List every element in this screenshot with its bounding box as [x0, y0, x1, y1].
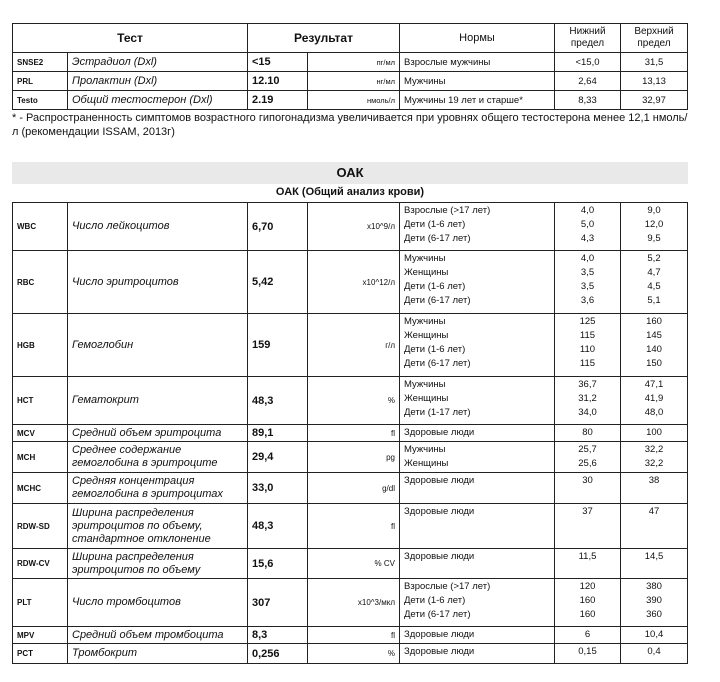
cell-high: 13,13 [621, 72, 688, 91]
cell-highs [621, 644, 688, 664]
norm-line: Мужчины [404, 379, 446, 390]
norm-line: Дети (1-6 лет) [404, 595, 466, 606]
cell-unit: fl [308, 627, 400, 644]
oak-table [12, 202, 688, 664]
cell-norms [400, 644, 555, 664]
cell-lows [555, 549, 621, 579]
high-value: 160 [646, 316, 662, 327]
oak-band: ОАК [12, 162, 688, 184]
cell-unit: пг/мл [308, 53, 400, 72]
cell-unit: g/dl [308, 473, 400, 504]
norm-line: Дети (6-17 лет) [404, 358, 471, 369]
high-value: 360 [646, 609, 662, 620]
table-row [13, 425, 688, 442]
high-value: 9,5 [647, 233, 661, 244]
cell-highs [621, 442, 688, 473]
high-value: 380 [646, 581, 662, 592]
low-value: 3,5 [580, 267, 595, 278]
high-value: 10,4 [644, 629, 664, 640]
cell-value: <15 [248, 53, 308, 72]
high-value: 12,0 [644, 219, 664, 230]
low-value: 3,6 [580, 295, 595, 306]
cell-unit: x10^9/л [308, 203, 400, 251]
norm-line: Здоровые люди [404, 427, 475, 438]
norm-line: Здоровые люди [404, 506, 475, 517]
cell-name: Ширина распределения эритроцитов по объему, стандартное отклонение [68, 504, 248, 549]
cell-unit: нг/мл [308, 72, 400, 91]
hormones-header-row [13, 24, 688, 53]
cell-value: 307 [248, 579, 308, 627]
cell-lows [555, 579, 621, 627]
low-value: 80 [582, 427, 593, 438]
low-value: 160 [579, 595, 596, 606]
cell-norms [400, 377, 555, 425]
cell-code: Testo [13, 91, 68, 110]
norm-line: Взрослые (>17 лет) [404, 205, 491, 216]
table-row [13, 91, 688, 110]
cell-norms [400, 203, 555, 251]
cell-name: Тромбокрит [68, 644, 248, 664]
cell-norms [400, 627, 555, 644]
low-value: 3,5 [580, 281, 595, 292]
norm-line: Здоровые люди [404, 646, 475, 657]
table-row [13, 579, 688, 627]
cell-name: Средняя концентрация гемоглобина в эритроцитах [68, 473, 248, 504]
low-value: 4,0 [580, 205, 595, 216]
cell-value: 12.10 [248, 72, 308, 91]
high-value: 4,7 [647, 267, 661, 278]
cell-code: PLT [13, 579, 68, 627]
cell-norms [400, 442, 555, 473]
cell-highs [621, 314, 688, 377]
cell-unit: % [308, 644, 400, 664]
cell-name: Пролактин (Dxl) [68, 72, 248, 91]
cell-value: 8,3 [248, 627, 308, 644]
table-row [13, 644, 688, 664]
cell-highs [621, 504, 688, 549]
cell-code: RDW-CV [13, 549, 68, 579]
table-row [13, 377, 688, 425]
high-value: 41,9 [644, 393, 664, 404]
high-value: 32,2 [644, 458, 664, 469]
high-value: 0,4 [647, 646, 661, 657]
norm-line: Дети (1-6 лет) [404, 281, 466, 292]
low-value: 37 [582, 506, 593, 517]
table-row [13, 53, 688, 72]
cell-value: 2.19 [248, 91, 308, 110]
norm-line: Дети (6-17 лет) [404, 295, 471, 306]
cell-value: 48,3 [248, 377, 308, 425]
low-value: 30 [582, 475, 593, 486]
high-value: 38 [648, 475, 660, 486]
cell-name: Число тромбоцитов [68, 579, 248, 627]
low-value: 4,0 [580, 253, 595, 264]
cell-norms [400, 473, 555, 504]
cell-unit: fl [308, 425, 400, 442]
cell-norms [400, 251, 555, 314]
high-value: 5,2 [647, 253, 661, 264]
low-value: 25,6 [578, 458, 597, 469]
cell-code: MCHC [13, 473, 68, 504]
cell-norms [400, 314, 555, 377]
norm-line: Здоровые люди [404, 629, 475, 640]
cell-lows [555, 442, 621, 473]
low-value: 115 [579, 358, 596, 369]
cell-highs [621, 579, 688, 627]
high-value: 100 [646, 427, 662, 438]
cell-code: HGB [13, 314, 68, 377]
cell-name: Средний объем эритроцита [68, 425, 248, 442]
cell-norms [400, 579, 555, 627]
header-result: Результат [248, 24, 400, 53]
cell-name: Ширина распределения эритроцитов по объему [68, 549, 248, 579]
header-low: Нижний предел [555, 24, 621, 53]
cell-highs [621, 549, 688, 579]
table-row [13, 442, 688, 473]
cell-code: MCH [13, 442, 68, 473]
cell-lows [555, 251, 621, 314]
cell-name: Эстрадиол (Dxl) [68, 53, 248, 72]
norm-line: Мужчины [404, 316, 446, 327]
table-row [13, 314, 688, 377]
cell-highs [621, 203, 688, 251]
footnote: * - Распространенность симптомов возрастного гипогонадизма увеличивается при уровнях общего тестостерона менее 12,1 нмоль/л (рекомендации ISSAM, 2013г) [12, 112, 688, 138]
cell-name: Гемоглобин [68, 314, 248, 377]
cell-code: PCT [13, 644, 68, 664]
cell-value: 15,6 [248, 549, 308, 579]
high-value: 9,0 [647, 205, 661, 216]
norm-line: Женщины [404, 458, 449, 469]
high-value: 47 [648, 506, 660, 517]
cell-unit: x10^3/мкл [308, 579, 400, 627]
high-value: 47,1 [644, 379, 664, 390]
hormones-table [12, 23, 688, 110]
cell-unit: г/л [308, 314, 400, 377]
cell-name: Гематокрит [68, 377, 248, 425]
cell-highs [621, 377, 688, 425]
cell-code: WBC [13, 203, 68, 251]
norm-line: Взрослые (>17 лет) [404, 581, 491, 592]
cell-name: Среднее содержание гемоглобина в эритроците [68, 442, 248, 473]
low-value: 34,0 [578, 407, 597, 418]
low-value: 31,2 [578, 393, 597, 404]
cell-lows [555, 473, 621, 504]
low-value: 0,15 [578, 646, 597, 657]
low-value: 11,5 [578, 551, 597, 562]
cell-norms [400, 549, 555, 579]
cell-code: SNSE2 [13, 53, 68, 72]
low-value: 6 [584, 629, 591, 640]
cell-value: 29,4 [248, 442, 308, 473]
cell-highs [621, 473, 688, 504]
norm-line: Здоровые люди [404, 551, 475, 562]
high-value: 145 [646, 330, 662, 341]
high-value: 32,2 [644, 444, 664, 455]
cell-lows [555, 504, 621, 549]
norm-line: Дети (1-6 лет) [404, 219, 466, 230]
cell-highs [621, 251, 688, 314]
norm-line: Женщины [404, 267, 449, 278]
low-value: 25,7 [578, 444, 597, 455]
cell-code: RBC [13, 251, 68, 314]
low-value: 125 [579, 316, 596, 327]
cell-norm: Мужчины [400, 72, 555, 91]
cell-value: 5,42 [248, 251, 308, 314]
low-value: 110 [579, 344, 596, 355]
table-row [13, 504, 688, 549]
norm-line: Женщины [404, 330, 449, 341]
cell-code: MPV [13, 627, 68, 644]
high-value: 150 [646, 358, 662, 369]
cell-lows [555, 314, 621, 377]
cell-low: <15,0 [555, 53, 621, 72]
cell-unit: нмоль/л [308, 91, 400, 110]
low-value: 5,0 [580, 219, 595, 230]
cell-lows [555, 425, 621, 442]
cell-name: Число лейкоцитов [68, 203, 248, 251]
cell-value: 48,3 [248, 504, 308, 549]
cell-norms [400, 504, 555, 549]
norm-line: Здоровые люди [404, 475, 475, 486]
oak-title: ОАК (Общий анализ крови) [275, 186, 425, 198]
high-value: 4,5 [647, 281, 661, 292]
cell-highs [621, 425, 688, 442]
cell-lows [555, 377, 621, 425]
low-value: 4,3 [580, 233, 595, 244]
high-value: 5,1 [647, 295, 661, 306]
table-row [13, 473, 688, 504]
cell-norm: Взрослые мужчины [400, 53, 555, 72]
norm-line: Дети (6-17 лет) [404, 233, 471, 244]
cell-value: 89,1 [248, 425, 308, 442]
norm-line: Дети (1-17 лет) [404, 407, 471, 418]
cell-norms [400, 425, 555, 442]
header-test: Тест [13, 24, 248, 53]
cell-high: 32,97 [621, 91, 688, 110]
cell-lows [555, 203, 621, 251]
table-row [13, 203, 688, 251]
cell-high: 31,5 [621, 53, 688, 72]
cell-highs [621, 627, 688, 644]
cell-unit: fl [308, 504, 400, 549]
table-row [13, 627, 688, 644]
table-row [13, 72, 688, 91]
cell-value: 0,256 [248, 644, 308, 664]
cell-unit: % [308, 377, 400, 425]
cell-name: Общий тестостерон (Dxl) [68, 91, 248, 110]
cell-low: 2,64 [555, 72, 621, 91]
cell-code: HCT [13, 377, 68, 425]
high-value: 390 [646, 595, 662, 606]
cell-name: Число эритроцитов [68, 251, 248, 314]
cell-name: Средний объем тромбоцита [68, 627, 248, 644]
header-norms: Нормы [400, 24, 555, 53]
high-value: 14,5 [644, 551, 664, 562]
cell-unit: x10^12/л [308, 251, 400, 314]
low-value: 115 [579, 330, 596, 341]
norm-line: Дети (1-6 лет) [404, 344, 466, 355]
high-value: 140 [646, 344, 662, 355]
cell-unit: pg [308, 442, 400, 473]
cell-low: 8,33 [555, 91, 621, 110]
cell-code: RDW-SD [13, 504, 68, 549]
cell-norm: Мужчины 19 лет и старше* [400, 91, 555, 110]
cell-code: PRL [13, 72, 68, 91]
low-value: 36,7 [578, 379, 597, 390]
high-value: 48,0 [644, 407, 664, 418]
header-high: Верхний предел [621, 24, 688, 53]
low-value: 160 [579, 609, 596, 620]
norm-line: Мужчины [404, 444, 446, 455]
cell-code: MCV [13, 425, 68, 442]
norm-line: Женщины [404, 393, 449, 404]
cell-lows [555, 644, 621, 664]
cell-value: 159 [248, 314, 308, 377]
cell-value: 33,0 [248, 473, 308, 504]
table-row [13, 549, 688, 579]
table-row [13, 251, 688, 314]
norm-line: Дети (6-17 лет) [404, 609, 471, 620]
cell-value: 6,70 [248, 203, 308, 251]
low-value: 120 [579, 581, 596, 592]
cell-unit: % CV [308, 549, 400, 579]
norm-line: Мужчины [404, 253, 446, 264]
cell-lows [555, 627, 621, 644]
